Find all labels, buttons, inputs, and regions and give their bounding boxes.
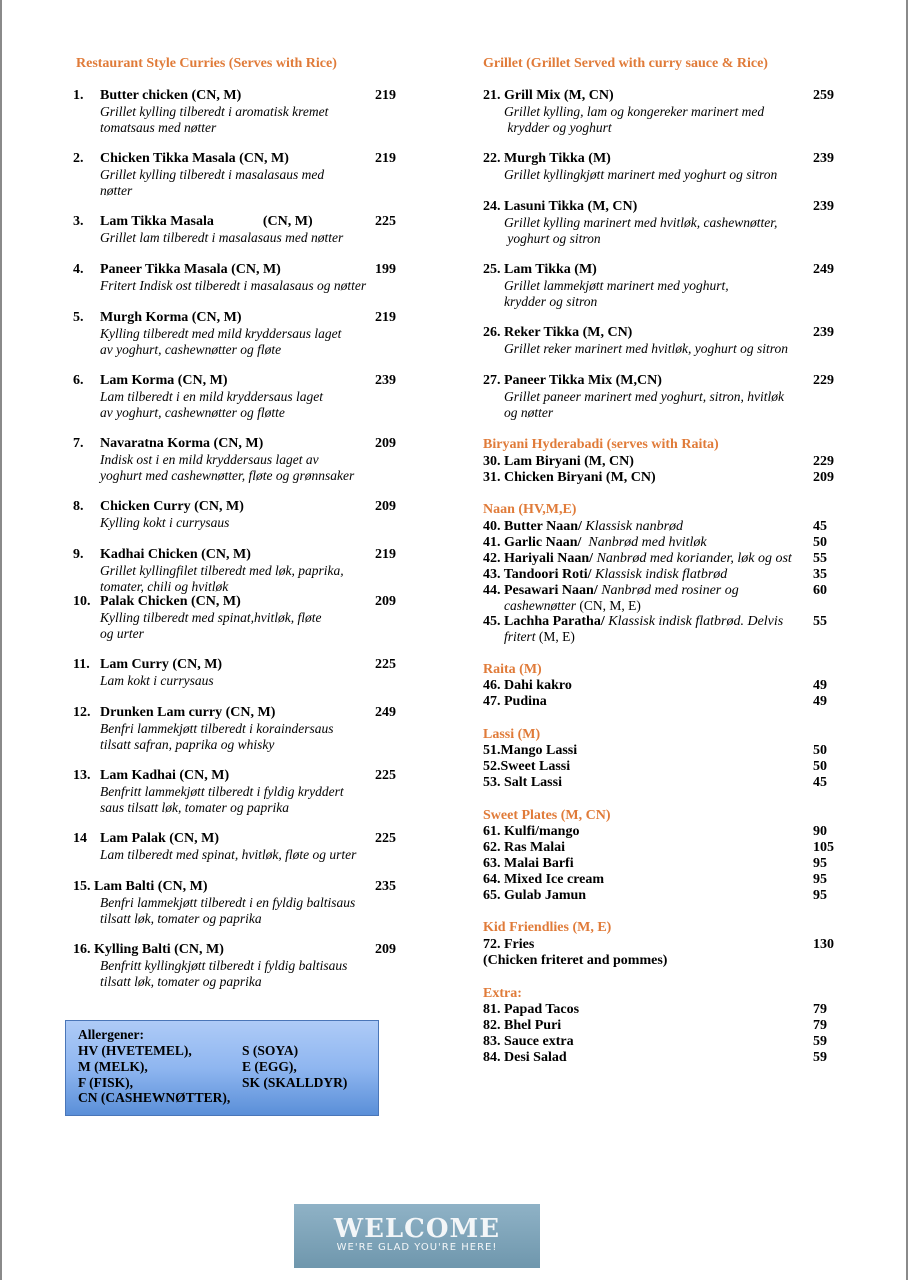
curry-description: saus tilsatt løk, tomater og paprika [100,800,289,815]
grillet-description: Grillet kylling, lam og kongereker marinert med [504,104,765,119]
lassi-item-price: 50 [813,743,827,758]
curry-description: Benfri lammekjøtt tilberedt i koraindersaus [100,721,334,736]
curry-name: Lam Curry (CN, M) [100,657,223,672]
kids-note: (Chicken friteret and pommes) [483,953,668,968]
naan-item-price: 50 [813,535,827,550]
sweet-item-price: 95 [813,872,827,887]
naan-item-description: Klassisk nanbrød [581,519,684,534]
curry-number: 9. [73,547,84,562]
curry-description: Fritert Indisk ost tilberedt i masalasaus og nøtter [100,278,367,293]
curry-name: 15. Lam Balti (CN, M) [73,879,208,894]
naan-item-name: 44. Pesawari Naan/ [483,583,598,598]
grillet-description: yoghurt og sitron [504,231,601,246]
naan-item-description: Nanbrød med koriander, løk og ost [593,551,792,566]
raita-item-price: 49 [813,694,827,709]
allergen-sk: SK (SKALLDYR) [242,1075,348,1090]
lassi-item-name: 51.Mango Lassi [483,743,578,758]
curry-price: 249 [375,705,396,720]
kids-item-name: 72. Fries [483,937,535,952]
curry-name: Butter chicken (CN, M) [100,88,242,103]
curry-description: Grillet kylling tilberedt i aromatisk kremet [100,104,329,119]
curry-description: Benfritt lammekjøtt tilberedt i fyldig kryddert [100,784,344,799]
welcome-title: WELCOME [333,1214,501,1244]
curry-price: 225 [375,214,396,229]
curry-name: Lam Palak (CN, M) [100,831,219,846]
kids-section-title: Kid Friendlies (M, E) [483,920,612,935]
curry-description: Grillet kyllingfilet tilberedt med løk, paprika, [100,563,344,578]
curry-number: 14 [73,831,87,846]
curry-description: av yoghurt, cashewnøtter og fløtte [100,405,285,420]
biryani-item-price: 229 [813,454,834,469]
curry-number: 6. [73,373,84,388]
curry-name: Drunken Lam curry (CN, M) [100,705,276,720]
curry-number: 2. [73,151,84,166]
curry-name: Chicken Curry (CN, M) [100,499,244,514]
grillet-description: Grillet lammekjøtt marinert med yoghurt, [504,278,729,293]
biryani-item-name: 31. Chicken Biryani (M, CN) [483,470,656,485]
sweet-item-price: 105 [813,840,834,855]
naan-item-price: 55 [813,551,827,566]
curry-price: 219 [375,88,396,103]
extra-item-price: 59 [813,1034,827,1049]
curry-price: 209 [375,499,396,514]
naan-item-description: Nanbrød med hvitløk [581,535,707,550]
welcome-subtitle: WE'RE GLAD YOU'RE HERE! [336,1242,498,1253]
curry-name: 16. Kylling Balti (CN, M) [73,942,224,957]
allergen-m: M (MELK), [78,1059,148,1074]
naan-item [483,551,792,567]
curry-name: Navaratna Korma (CN, M) [100,436,264,451]
extra-item-name: 81. Papad Tacos [483,1002,580,1017]
raita-item-name: 46. Dahi kakro [483,678,572,693]
raita-item-price: 49 [813,678,827,693]
curry-description: Grillet lam tilberedt i masalasaus med nøtter [100,230,344,245]
curry-number: 13. [73,768,91,783]
allergen-f: F (FISK), [78,1075,133,1090]
grillet-description: krydder og yoghurt [504,120,612,135]
curry-description: nøtter [100,183,133,198]
curry-description: av yoghurt, cashewnøtter og fløte [100,342,282,357]
grillet-name: 27. Paneer Tikka Mix (M,CN) [483,373,662,388]
page-edge-left [0,0,2,1280]
grillet-description: Grillet kylling marinert med hvitløk, cashewnøtter, [504,215,778,230]
naan-item-price: 45 [813,519,827,534]
biryani-item-price: 209 [813,470,834,485]
grillet-price: 229 [813,373,834,388]
curry-price: 209 [375,594,396,609]
grillet-price: 239 [813,199,834,214]
curry-description: Indisk ost i en mild kryddersaus laget av [100,452,319,467]
curry-description: Kylling kokt i currysaus [100,515,230,530]
curry-number: 7. [73,436,84,451]
grillet-name: 24. Lasuni Tikka (M, CN) [483,199,638,214]
curry-name: Lam Tikka Masala (CN, M) [100,214,313,229]
curry-number: 4. [73,262,84,277]
grillet-name: 26. Reker Tikka (M, CN) [483,325,633,340]
allergen-e: E (EGG), [242,1059,297,1074]
sweet-item-price: 95 [813,888,827,903]
curry-description: Lam tilberedt med spinat, hvitløk, fløte og urter [100,847,357,862]
grillet-description: Grillet paneer marinert med yoghurt, sitron, hvitløk [504,389,784,404]
curry-number: 5. [73,310,84,325]
naan-item-description: Klassisk indisk flatbrød [591,567,728,582]
extra-item-price: 79 [813,1018,827,1033]
page-edge-right [906,0,908,1280]
sweet-section-title: Sweet Plates (M, CN) [483,808,611,823]
curry-description: Benfri lammekjøtt tilberedt i en fyldig baltisaus [100,895,356,910]
grillet-price: 249 [813,262,834,277]
naan-item [483,567,727,583]
curry-price: 225 [375,768,396,783]
grillet-price: 239 [813,151,834,166]
extra-item-price: 59 [813,1050,827,1065]
extra-item-name: 83. Sauce extra [483,1034,574,1049]
curry-price: 235 [375,879,396,894]
naan-item-name: 40. Butter Naan/ [483,519,582,534]
curry-price: 219 [375,151,396,166]
curry-price: 219 [375,310,396,325]
lassi-section-title: Lassi (M) [483,727,541,742]
curry-description: tilsatt løk, tomater og paprika [100,911,262,926]
curry-number: 1. [73,88,84,103]
curry-description: yoghurt med cashewnøtter, fløte og grønnsaker [100,468,355,483]
biryani-item-name: 30. Lam Biryani (M, CN) [483,454,634,469]
curries-section-title: Restaurant Style Curries (Serves with Rice) [76,56,337,71]
allergen-hv: HV (HVETEMEL), [78,1043,192,1058]
curry-description: Lam tilberedt i en mild kryddersaus laget [100,389,323,404]
sweet-item-name: 65. Gulab Jamun [483,888,587,903]
welcome-banner [294,1204,540,1268]
curry-price: 225 [375,657,396,672]
grillet-description: og nøtter [504,405,554,420]
allergen-title: Allergener: [78,1027,144,1042]
curry-name: Chicken Tikka Masala (CN, M) [100,151,289,166]
curry-name: Paneer Tikka Masala (CN, M) [100,262,281,277]
curry-description: Benfritt kyllingkjøtt tilberedt i fyldig baltisaus [100,958,348,973]
kids-item-price: 130 [813,937,834,952]
grillet-name: 25. Lam Tikka (M) [483,262,597,277]
lassi-item-price: 45 [813,775,827,790]
lassi-item-name: 53. Salt Lassi [483,775,562,790]
sweet-item-price: 95 [813,856,827,871]
naan-item [483,614,783,630]
lassi-item-price: 50 [813,759,827,774]
curry-number: 11. [73,657,90,672]
sweet-item-name: 63. Malai Barfi [483,856,574,871]
curry-description: Kylling tilberedt med spinat,hvitløk, fløte [100,610,322,625]
curry-description: tomatsaus med nøtter [100,120,217,135]
allergen-legend [65,1020,379,1116]
naan-item-price: 55 [813,614,827,629]
sweet-item-price: 90 [813,824,827,839]
curry-price: 219 [375,547,396,562]
sweet-item-name: 61. Kulfi/mango [483,824,580,839]
grillet-price: 259 [813,88,834,103]
extra-item-price: 79 [813,1002,827,1017]
raita-section-title: Raita (M) [483,662,542,677]
naan-item-description: Klassisk indisk flatbrød. Delvis [604,614,784,629]
sweet-item-name: 62. Ras Malai [483,840,566,855]
curry-name: Lam Korma (CN, M) [100,373,228,388]
curry-name: Lam Kadhai (CN, M) [100,768,230,783]
curry-number: 10. [73,594,91,609]
curry-price: 199 [375,262,396,277]
naan-item [483,583,739,599]
curry-price: 209 [375,436,396,451]
naan-item-name: 42. Hariyali Naan/ [483,551,594,566]
grillet-name: 21. Grill Mix (M, CN) [483,88,614,103]
naan-item [483,535,707,551]
curry-description: Grillet kylling tilberedt i masalasaus med [100,167,325,182]
naan-44-continuation: cashewnøtter (CN, M, E) [504,598,641,613]
curry-number: 8. [73,499,84,514]
curry-description: tilsatt safran, paprika og whisky [100,737,275,752]
naan-item-name: 41. Garlic Naan/ [483,535,582,550]
naan-item-name: 45. Lachha Paratha/ [483,614,605,629]
lassi-item-name: 52.Sweet Lassi [483,759,571,774]
naan-item-name: 43. Tandoori Roti/ [483,567,592,582]
naan-item-price: 35 [813,567,827,582]
naan-item-price: 60 [813,583,827,598]
raita-item-name: 47. Pudina [483,694,547,709]
extra-item-name: 82. Bhel Puri [483,1018,562,1033]
grillet-description: krydder og sitron [504,294,598,309]
curry-price: 209 [375,942,396,957]
curry-description: og urter [100,626,144,641]
curry-description: tomater, chili og hvitløk [100,579,229,594]
naan-45-continuation: fritert (M, E) [504,629,575,644]
allergen-cn: CN (CASHEWNØTTER), [78,1090,231,1105]
curry-number: 12. [73,705,91,720]
sweet-item-name: 64. Mixed Ice cream [483,872,605,887]
curry-name: Murgh Korma (CN, M) [100,310,242,325]
biryani-section-title: Biryani Hyderabadi (serves with Raita) [483,437,719,452]
grillet-section-title: Grillet (Grillet Served with curry sauce & Rice) [483,56,768,71]
curry-name: Kadhai Chicken (CN, M) [100,547,251,562]
curry-description: Kylling tilberedt med mild kryddersaus laget [100,326,342,341]
naan-item [483,519,683,535]
curry-number: 3. [73,214,84,229]
grillet-description: Grillet reker marinert med hvitløk, yoghurt og sitron [504,341,788,356]
grillet-price: 239 [813,325,834,340]
curry-name: Palak Chicken (CN, M) [100,594,241,609]
naan-section-title: Naan (HV,M,E) [483,502,577,517]
grillet-description: Grillet kyllingkjøtt marinert med yoghurt og sitron [504,167,778,182]
curry-description: tilsatt løk, tomater og paprika [100,974,262,989]
curry-price: 239 [375,373,396,388]
allergen-s: S (SOYA) [242,1043,299,1058]
extra-section-title: Extra: [483,986,522,1001]
curry-price: 225 [375,831,396,846]
grillet-name: 22. Murgh Tikka (M) [483,151,611,166]
naan-item-description: Nanbrød med rosiner og [597,583,739,598]
curry-description: Lam kokt i currysaus [100,673,214,688]
extra-item-name: 84. Desi Salad [483,1050,567,1065]
